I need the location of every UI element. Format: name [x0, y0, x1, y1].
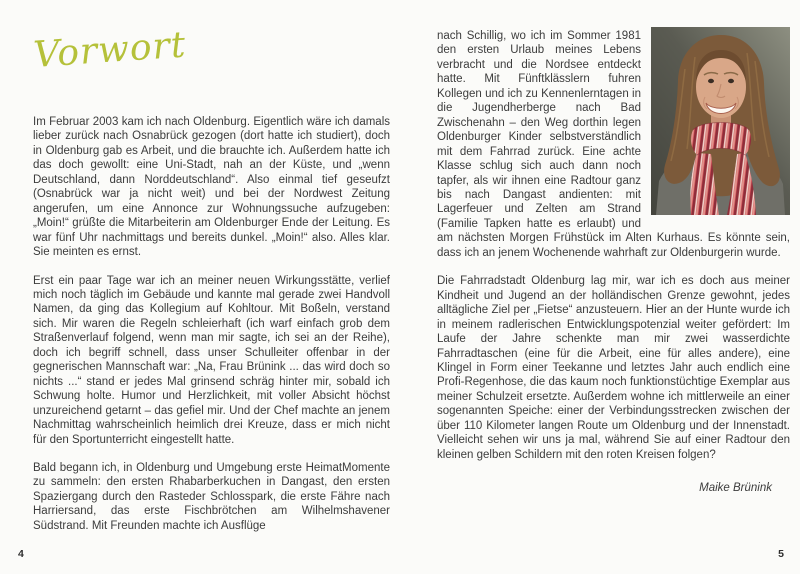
paragraph-arrival-oldenburg: Im Februar 2003 kam ich nach Oldenburg. Eigentlich wäre ich damals lieber zurück nach Osnabrück gezogen (dort hatte ich studiert), doch in Oldenburg gab es Arbeit, und die brauchte ich. Außerdem hatte ich das doch gewollt: eine Uni-Stadt, nah an der Küste, und „wenn Deutschland, dann Norddeutschland“. Also einmal tief geseufzt (Osnabrück war ja nicht weit) und bei der Nordwest Zeitung angerufen, um eine Annonce zur Wohnungssuche aufzugeben: „Moin!“ grüßte die Mitarbeiterin am Oldenburger Ende der Leitung. Es war fünf Uhr nachmittags und bereits dunkel. „Moin!“ also. Alles klar. Sie meinten es ernst. — [33, 116, 390, 259]
page-number-right: 5 — [778, 548, 784, 560]
paragraph-schillig-radtour: nach Schillig, wo ich im Sommer 1981 den ersten Urlaub meines Lebens verbracht und die Nordsee entdeckt hatte. Mit Fünftklässlern fuhren Kollegen und ich zu Kennenlerntagen in die Jugendherberge nach Bad Zwischenahn – den Weg dorthin legen Oldenburger Kinder selbstverständlich mit dem Fahrrad zurück. Eine achte Klasse schlug sich auch dann noch tapfer, als wir ihnen eine Radtour ganz bis nach Dangast andienten: mit Lagerfeuer und Zelten am Strand (Familie Tapken hatte es erlaubt) und am nächsten Morgen Frühstück im Alten Kurhaus. Es könnte sein, dass ich an jenem Wochenende wahrhaft zur Oldenburgerin wurde. — [437, 30, 790, 259]
left-page — [32, 24, 390, 533]
page-number-left: 4 — [18, 548, 24, 560]
paragraph-kohltour: Erst ein paar Tage war ich an meiner neuen Wirkungsstätte, verlief mich noch täglich im Gebäude und kannte mal gerade zwei Handvoll Namen, da ging das Kollegium auf Kohltour. Mit Boßeln, verstand sich. Mir waren die Regeln schleierhaft (ich warf einfach grob dem Straßenverlauf folgend, wenn man mir sagte, ich sei an der Reihe), doch ich begriff schnell, dass unser Schulleiter offenbar in der gegnerischen Mannschaft war: „Na, Frau Brünink ... das wird doch so nichts ...“ stand er jedes Mal grinsend schräg hinter mir, sobald ich Schwung holte. Humor und Herzlichkeit, mit voller Absicht höchst unzureichend getarnt – das gefiel mir. Und der Chef machte an jenem Nachmittag wahrscheinlich heimlich drei Kreuze, dass er mich nicht für den Sportunterricht eingestellt hatte. — [33, 274, 390, 446]
paragraph-heimatmomente: Bald begann ich, in Oldenburg und Umgebung erste HeimatMomente zu sammeln: den ersten Rhabarberkuchen in Dangast, den ersten Spaziergang durch den Rasteder Schlosspark, die erste Fähre nach Harriersand, das erste Fischbrötchen am Wilhelmshavener Südstrand. Mit Freunden machte ich Ausflüge — [33, 461, 390, 532]
page-title: Vorwort — [32, 24, 188, 76]
author-signature: Maike Brünink — [699, 482, 772, 495]
portrait-photo-illustration — [651, 27, 790, 215]
paragraph-fahrradstadt: Die Fahrradstadt Oldenburg lag mir, war ich es doch aus meiner Kindheit und Jugend an der holländischen Grenze gewohnt, jedes alltägliche Ziel per „Fietse“ anzusteuern. Hier an der Hunte wurde ich in meinem radlerischen Entwicklungspotenzial weiter gefördert: Im Laufe der Jahre schenkte man mir zwei wasserdichte Fahrradtaschen (eine für die Arbeit, eine für alles andere), eine Klingel in Form einer Teekanne und letztes Jahr auch endlich eine Profi-Regenhose, die das kaum noch funktionstüchtige Exemplar aus meiner Schulzeit ersetzte. Außerdem wohne ich mittlerweile an einer sogenannten Speiche: einer der Verbindungsstrecken zwischen der über 110 Kilometer langen Route um Oldenburg und der Innenstadt. Vielleicht sehen wir uns ja mal, während Sie auf einer Radtour den kleinen gelben Schildern mit den roten Kreisen folgen? — [437, 275, 790, 461]
portrait-photo — [651, 27, 790, 215]
chapter-title-wrap — [32, 24, 390, 115]
right-page — [437, 29, 790, 494]
